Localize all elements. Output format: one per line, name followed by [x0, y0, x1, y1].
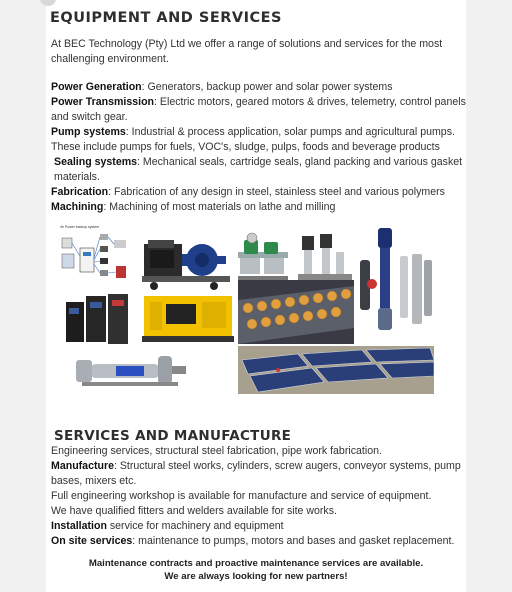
offerings-list — [51, 80, 476, 215]
submersible-pump-image — [356, 226, 436, 342]
services-line-engineering: Engineering services, structural steel fabrication, pipe work fabrication. — [51, 445, 382, 457]
services-heading: SERVICES AND MANUFACTURE — [54, 428, 292, 444]
services-line-workshop: Full engineering workshop is available for manufacture and service of equipment. — [51, 490, 432, 502]
product-collage — [58, 222, 438, 394]
intro-paragraph: At BEC Technology (Pty) Ltd we offer a range of solutions and services for the most challenging environment. — [51, 38, 443, 65]
screw-pump-image — [72, 348, 192, 392]
services-line-manufacture: Manufacture: Structural steel works, cylinders, screw augers, conveyor systems, pump bases, mixers etc. — [51, 460, 461, 487]
services-line-installation: Installation service for machinery and equipment — [51, 520, 284, 532]
conveyor-image — [238, 280, 354, 344]
power-backup-diagram — [58, 222, 138, 290]
generator-image — [140, 292, 236, 346]
page-title: EQUIPMENT AND SERVICES — [50, 10, 282, 26]
offering-power-generation: Power Generation: Generators, backup power and solar power systems — [51, 81, 393, 93]
services-list — [51, 444, 471, 549]
footer-note — [46, 557, 466, 583]
offering-pump-systems: Pump systems: Industrial & process application, solar pumps and agricultural pumps. These include pumps for fuels, VOC's, sludge, pulps, foods and beverage products — [51, 126, 455, 153]
footer-line-partners: We are always looking for new partners! — [164, 571, 348, 582]
services-line-onsite: On site services: maintenance to pumps, motors and bases and gasket replacement. — [51, 535, 455, 547]
offering-machining: Machining: Machining of most materials on lathe and milling — [51, 201, 336, 213]
solar-panels-image — [238, 346, 434, 394]
booster-pump-image — [234, 230, 294, 286]
diagram-caption: 4e Power backup system — [60, 225, 100, 229]
offering-fabrication: Fabrication: Fabrication of any design in steel, stainless steel and various polymers — [51, 186, 445, 198]
services-line-fitters: We have qualified fitters and welders available for site works. — [51, 505, 337, 517]
offering-sealing-systems: Sealing systems: Mechanical seals, cartridge seals, gland packing and various gasket materials. — [54, 156, 463, 183]
drives-image — [62, 292, 136, 348]
offering-power-transmission: Power Transmission: Electric motors, geared motors & drives, telemetry, control panels and switch gear. — [51, 96, 466, 123]
diesel-pump-image — [140, 230, 232, 292]
footer-line-maintenance: Maintenance contracts and proactive maintenance services are available. — [88, 558, 424, 569]
